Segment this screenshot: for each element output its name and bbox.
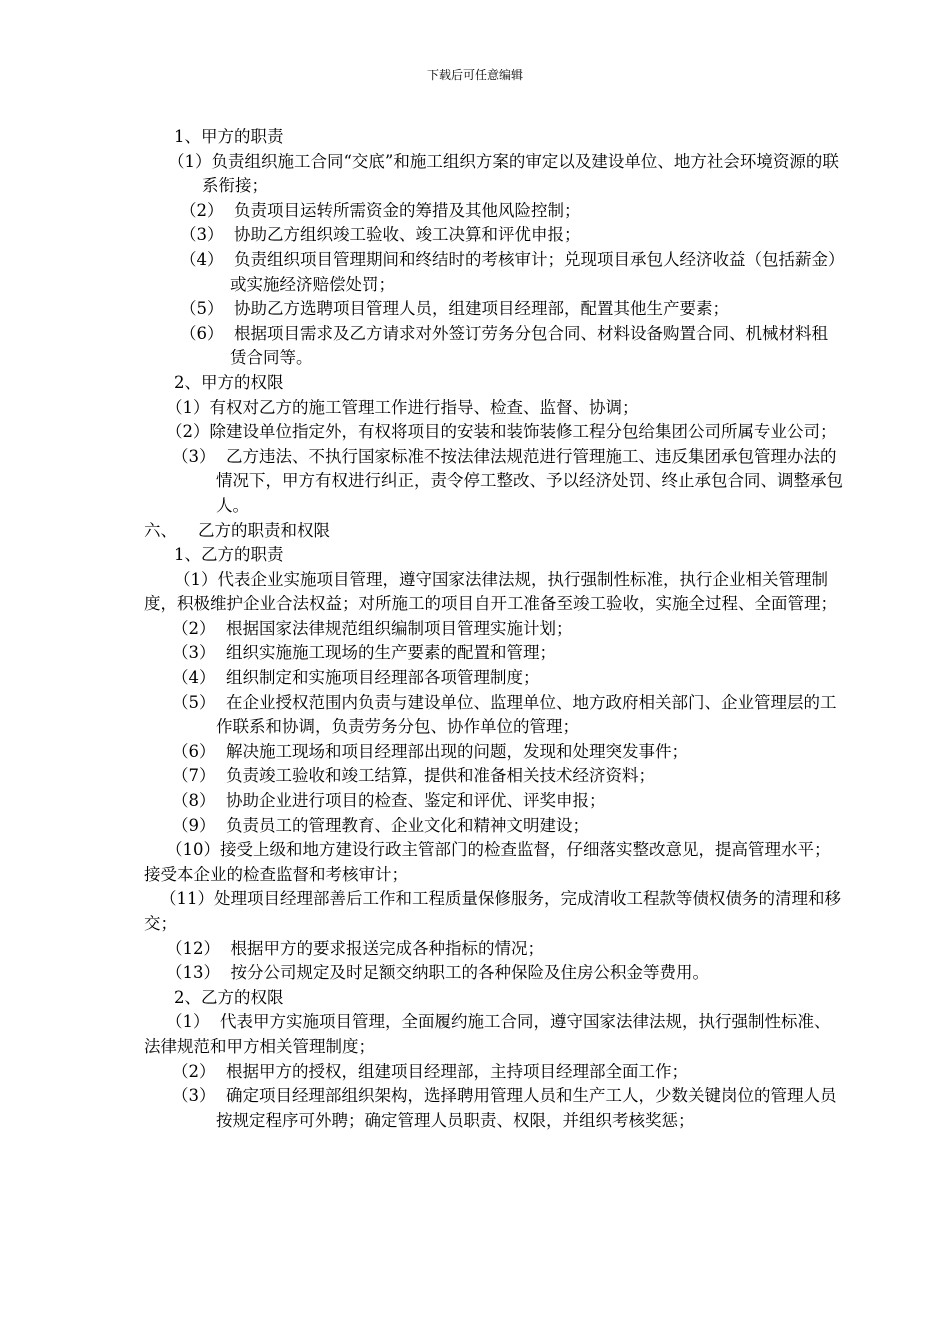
subheading-party-a-rights: 2、甲方的权限 (174, 372, 284, 392)
paragraph-b-duty-4: （4） 组织制定和实施项目经理部各项管理制度； (172, 668, 540, 688)
paragraph-a-right-2: （2）除建设单位指定外，有权将项目的安装和装饰装修工程分包给集团公司所属专业公司； (166, 422, 837, 442)
paragraph-b-duty-8: （8） 协助企业进行项目的检查、鉴定和评优、评奖申报； (172, 791, 606, 811)
paragraph-b-duty-1: （1）代表企业实施项目管理，遵守国家法律法规，执行强制性标准，执行企业相关管理制度，积极维护企业合法权益；对所施工的项目自开工准备至竣工验收，实施全过程、全面管理； (144, 569, 837, 614)
section-heading-six: 六、 乙方的职责和权限 (144, 520, 330, 540)
paragraph-b-duty-9: （9） 负责员工的管理教育、企业文化和精神文明建设； (172, 815, 589, 835)
paragraph-b-duty-3: （3） 组织实施施工现场的生产要素的配置和管理； (172, 643, 556, 663)
paragraph-b-duty-11: （11）处理项目经理部善后工作和工程质量保修服务，完成清收工程款等债权债务的清理和移交； (144, 889, 841, 933)
document-body (144, 125, 844, 1133)
paragraph-a-duty-5: （5） 协助乙方选聘项目管理人员，组建项目经理部，配置其他生产要素； (180, 299, 729, 319)
paragraph-b-duty-6: （6） 解决施工现场和项目经理部出现的问题，发现和处理突发事件； (172, 741, 688, 761)
subheading-party-b-rights: 2、乙方的权限 (174, 987, 284, 1007)
page-header: 下载后可任意编辑 (426, 68, 523, 82)
paragraph-b-duty-2: （2） 根据国家法律规范组织编制项目管理实施计划； (172, 618, 573, 638)
paragraph-a-duty-4: （4） 负责组织项目管理期间和终结时的考核审计；兑现项目承包人经济收益（包括薪金）或实施经济赔偿处罚； (180, 249, 837, 294)
paragraph-a-right-1: （1）有权对乙方的施工管理工作进行指导、检查、监督、协调； (166, 397, 639, 417)
paragraph-a-right-3: （3） 乙方违法、不执行国家标准不按法律法规范进行管理施工、违反集团承包管理办法的情况下，甲方有权进行纠正，责令停工整改、予以经济处罚、终止承包合同、调整承包人。 (172, 446, 843, 515)
paragraph-a-duty-3: （3） 协助乙方组织竣工验收、竣工决算和评优申报； (180, 225, 581, 245)
paragraph-a-duty-2: （2） 负责项目运转所需资金的筹措及其他风险控制； (180, 200, 581, 220)
paragraph-b-duty-13: （13） 按分公司规定及时足额交纳职工的各种保险及住房公积金等费用。 (166, 963, 709, 983)
subheading-party-a-duties: 1、甲方的职责 (174, 127, 284, 146)
paragraph-b-duty-12: （12） 根据甲方的要求报送完成各种指标的情况； (166, 938, 544, 958)
paragraph-b-right-3: （3） 确定项目经理部组织架构，选择聘用管理人员和生产工人，少数关键岗位的管理人员按规定程序可外聘；确定管理人员职责、权限，并组织考核奖惩； (172, 1086, 837, 1130)
paragraph-b-right-1: （1） 代表甲方实施项目管理，全面履约施工合同，遵守国家法律法规，执行强制性标准、法律规范和甲方相关管理制度； (144, 1012, 831, 1056)
paragraph-b-duty-10: （10）接受上级和地方建设行政主管部门的检查监督，仔细落实整改意见，提高管理水平；接受本企业的检查监督和考核审计； (144, 840, 831, 884)
paragraph-b-right-2: （2） 根据甲方的授权，组建项目经理部，主持项目经理部全面工作； (172, 1061, 688, 1081)
paragraph-b-duty-7: （7） 负责竣工验收和竣工结算，提供和准备相关技术经济资料； (172, 766, 655, 786)
paragraph-a-duty-6: （6） 根据项目需求及乙方请求对外签订劳务分包合同、材料设备购置合同、机械材料租赁合同等。 (180, 323, 828, 368)
paragraph-b-duty-5: （5） 在企业授权范围内负责与建设单位、监理单位、地方政府相关部门、企业管理层的工作联系和协调，负责劳务分包、协作单位的管理； (172, 692, 837, 737)
subheading-party-b-duties: 1、乙方的职责 (174, 545, 284, 565)
paragraph-a-duty-1: （1）负责组织施工合同“交底”和施工组织方案的审定以及建设单位、地方社会环境资源的联系衔接； (168, 151, 839, 196)
